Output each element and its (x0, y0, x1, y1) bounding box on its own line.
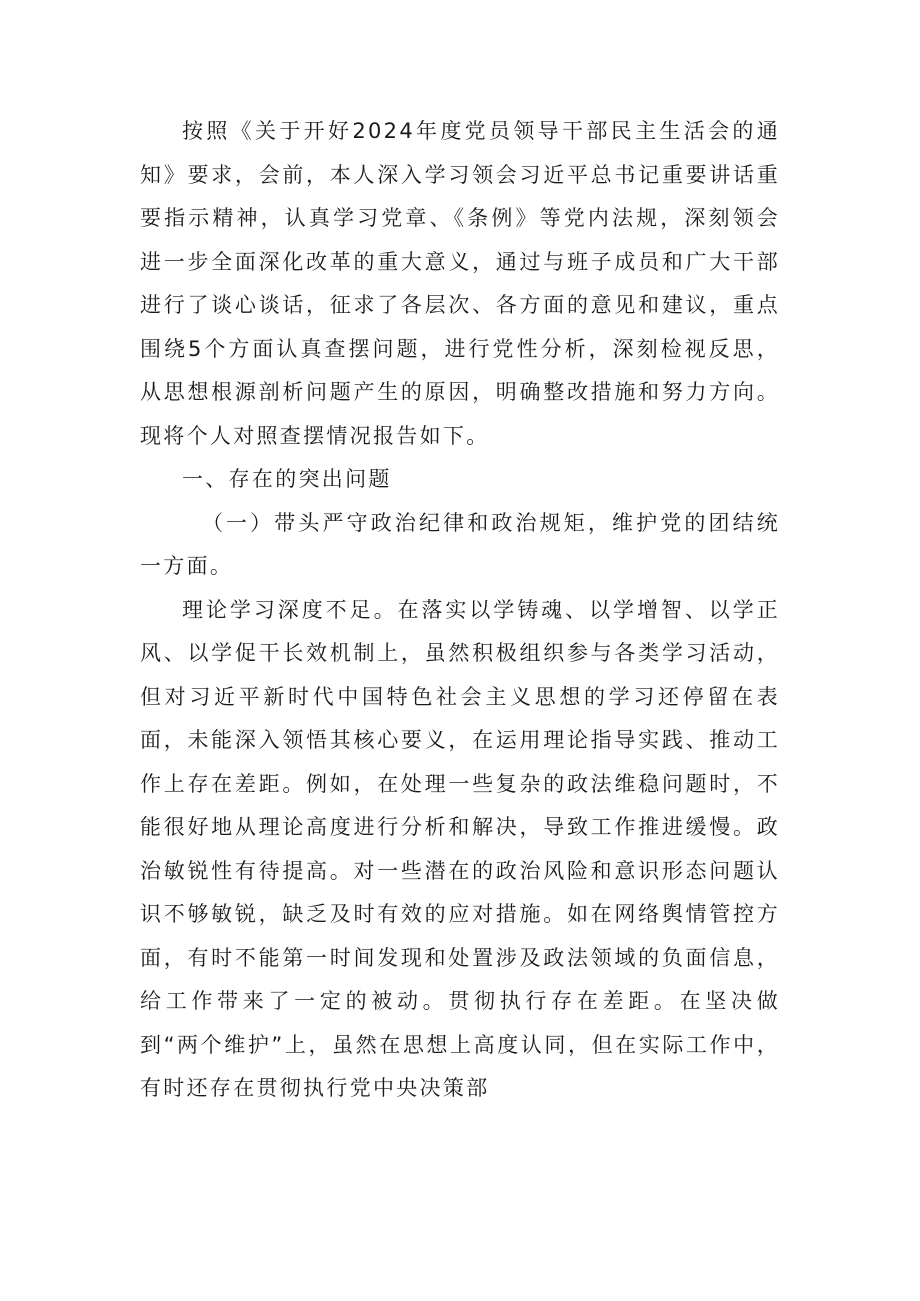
intro-paragraph: 按照《关于开好2024年度党员领导干部民主生活会的通知》要求，会前，本人深入学习领会习近平总书记重要讲话重要指示精神，认真学习党章、《条例》等党内法规，深刻领会进一步全面深化改革的重大意义，通过与班子成员和广大干部进行了谈心谈话，征求了各层次、各方面的意见和建议，重点围绕5个方面认真查摆问题，进行党性分析，深刻检视反思，从思想根源剖析问题产生的原因，明确整改措施和努力方向。现将个人对照查摆情况报告如下。 (140, 119, 780, 448)
body-paragraph: 理论学习深度不足。在落实以学铸魂、以学增智、以学正风、以学促干长效机制上，虽然积极组织参与各类学习活动，但对习近平新时代中国特色社会主义思想的学习还停留在表面，未能深入领悟其核心要义，在运用理论指导实践、推动工作上存在差距。例如，在处理一些复杂的政法维稳问题时，不能很好地从理论高度进行分析和解决，导致工作推进缓慢。政治敏锐性有待提高。对一些潜在的政治风险和意识形态问题认识不够敏锐，缺乏及时有效的应对措施。如在网络舆情管控方面，有时不能第一时间发现和处置涉及政法领域的负面信息，给工作带来了一定的被动。贯彻执行存在差距。在坚决做到“两个维护”上，虽然在思想上高度认同，但在实际工作中，有时还存在贯彻执行党中央决策部 (140, 597, 780, 1100)
document-body (140, 110, 780, 1111)
section-heading: 一、存在的突出问题 (182, 467, 392, 491)
subsection-heading: （一）带头严守政治纪律和政治规矩，维护党的团结统一方面。 (140, 510, 780, 578)
